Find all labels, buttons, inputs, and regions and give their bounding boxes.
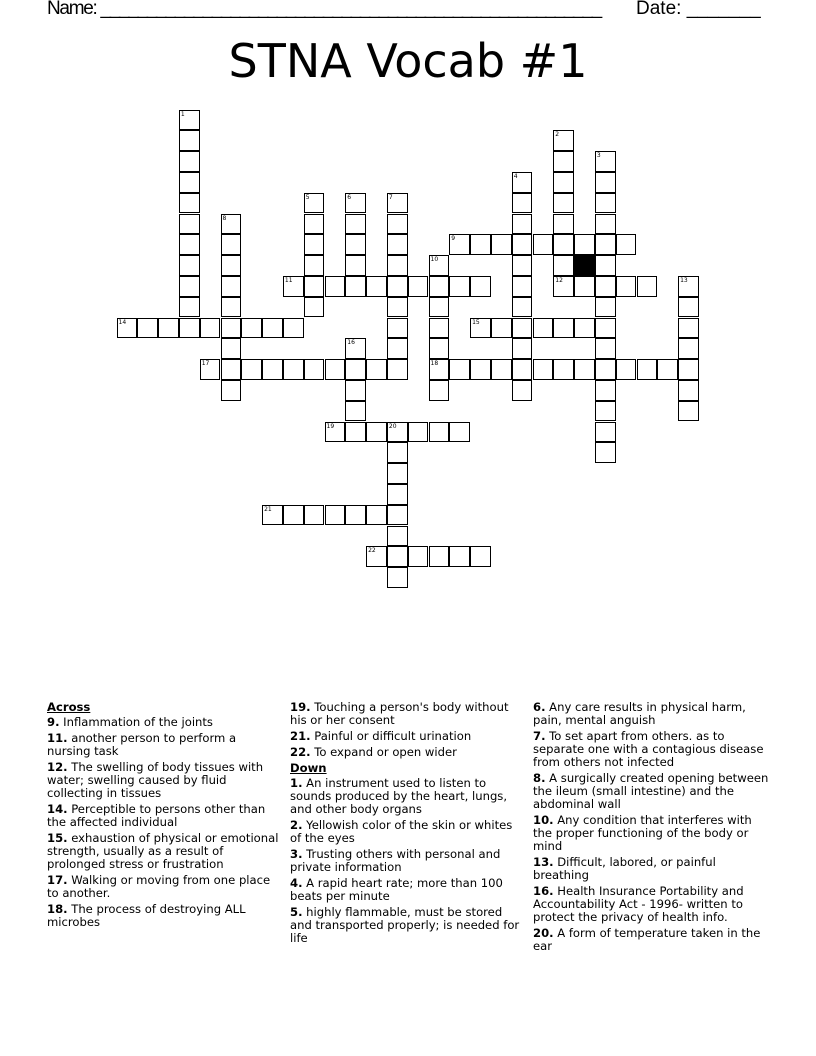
grid-cell[interactable] (387, 567, 408, 588)
grid-cell[interactable] (678, 359, 699, 380)
grid-cell[interactable] (512, 338, 533, 359)
grid-cell[interactable] (304, 214, 325, 235)
clue-text: Perceptible to persons other than the affected individual (47, 802, 266, 829)
grid-cell[interactable] (387, 276, 408, 297)
clue-text: highly flammable, must be stored and transported properly; is needed for life (290, 905, 520, 945)
grid-cell[interactable] (387, 463, 408, 484)
clue-number: 14 (118, 318, 127, 326)
grid-cell[interactable] (325, 276, 346, 297)
clue-number: 13. (533, 855, 554, 869)
grid-cell[interactable] (429, 422, 450, 443)
grid-cell[interactable] (179, 172, 200, 193)
grid-cell[interactable] (387, 442, 408, 463)
clue-number: 15. (47, 831, 68, 845)
down-clue (290, 877, 526, 903)
grid-cell[interactable] (449, 276, 470, 297)
grid-cell[interactable] (283, 359, 304, 380)
clue-number: 17. (47, 873, 68, 887)
clues-column-2 (290, 701, 526, 948)
grid-cell[interactable] (179, 193, 200, 214)
date-field[interactable]: Date: _______ (636, 0, 761, 19)
grid-cell[interactable] (387, 193, 408, 214)
clue-text: Difficult, labored, or painful breathing (533, 855, 716, 882)
grid-cell[interactable] (345, 255, 366, 276)
clue-number: 1 (180, 110, 185, 118)
grid-cell[interactable] (574, 318, 595, 339)
grid-cell[interactable] (553, 234, 574, 255)
grid-cell[interactable] (221, 297, 242, 318)
grid-cell[interactable] (387, 214, 408, 235)
grid-cell[interactable] (221, 380, 242, 401)
clue-number: 21 (264, 505, 272, 513)
grid-cell[interactable] (553, 130, 574, 151)
clue-text: The swelling of body tissues with water; swelling caused by fluid collecting in tissues (47, 760, 264, 800)
grid-cell[interactable] (387, 484, 408, 505)
grid-cell[interactable] (179, 255, 200, 276)
clue-text: Inflammation of the joints (63, 715, 213, 729)
clue-text: A form of temperature taken in the ear (533, 926, 761, 953)
grid-cell[interactable] (678, 297, 699, 318)
grid-cell[interactable] (574, 359, 595, 380)
grid-cell[interactable] (512, 359, 533, 380)
grid-cell[interactable] (595, 234, 616, 255)
clue-text: Health Insurance Portability and Accountability Act - 1996- written to protect the privacy of health info. (533, 884, 744, 924)
grid-cell[interactable] (304, 234, 325, 255)
grid-cell[interactable] (595, 151, 616, 172)
clue-number: 2 (555, 131, 560, 139)
grid-cell[interactable] (595, 297, 616, 318)
grid-cell[interactable] (221, 276, 242, 297)
grid-cell[interactable] (345, 193, 366, 214)
grid-cell[interactable] (408, 422, 429, 443)
down-clue (533, 701, 769, 727)
page-title: STNA Vocab #1 (228, 34, 588, 88)
clue-number: 1. (290, 776, 303, 790)
clues-column-3 (533, 701, 769, 956)
grid-cell[interactable] (387, 359, 408, 380)
clue-number: 21. (290, 729, 311, 743)
grid-cell[interactable] (512, 234, 533, 255)
grid-cell[interactable] (449, 234, 470, 255)
grid-cell[interactable] (429, 359, 450, 380)
grid-cell[interactable] (304, 193, 325, 214)
clue-number: 20 (388, 422, 397, 430)
grid-cell[interactable] (262, 318, 283, 339)
grid-cell[interactable] (408, 546, 429, 567)
clue-number: 9. (47, 715, 60, 729)
grid-cell[interactable] (221, 255, 242, 276)
grid-cell[interactable] (366, 505, 387, 526)
grid-cell[interactable] (137, 318, 158, 339)
clue-number: 4. (290, 876, 303, 890)
grid-cell[interactable] (533, 234, 554, 255)
clue-number: 7. (533, 729, 546, 743)
grid-cell[interactable] (429, 297, 450, 318)
grid-cell[interactable] (179, 318, 200, 339)
clue-number: 4 (513, 172, 518, 180)
grid-cell[interactable] (387, 422, 408, 443)
grid-cell[interactable] (595, 442, 616, 463)
clue-text: To expand or open wider (314, 745, 457, 759)
grid-cell[interactable] (470, 318, 491, 339)
grid-cell[interactable] (345, 214, 366, 235)
grid-cell[interactable] (595, 380, 616, 401)
grid-cell[interactable] (429, 318, 450, 339)
grid-cell[interactable] (449, 546, 470, 567)
grid-cell[interactable] (616, 359, 637, 380)
clue-number: 16. (533, 884, 554, 898)
clue-number: 5 (305, 193, 310, 201)
clue-number: 6. (533, 700, 546, 714)
grid-cell[interactable] (595, 193, 616, 214)
grid-cell[interactable] (179, 110, 200, 131)
grid-cell[interactable] (387, 234, 408, 255)
down-clue (533, 927, 769, 953)
grid-cell[interactable] (595, 318, 616, 339)
clue-number: 18 (430, 360, 439, 368)
grid-cell[interactable] (553, 193, 574, 214)
clue-text: A surgically created opening between the ileum (small intestine) and the abdominal wall (533, 771, 769, 811)
grid-cell[interactable] (449, 422, 470, 443)
across-clue (47, 761, 283, 800)
grid-cell[interactable] (366, 422, 387, 443)
clue-number: 6 (347, 193, 352, 201)
grid-cell[interactable] (325, 422, 346, 443)
grid-cell[interactable] (470, 359, 491, 380)
clue-text: exhaustion of physical or emotional strength, usually as a result of prolonged stress or frustration (47, 831, 279, 871)
grid-cell[interactable] (574, 276, 595, 297)
clue-number: 20. (533, 926, 554, 940)
clue-number: 11. (47, 731, 68, 745)
grid-cell[interactable] (512, 255, 533, 276)
clue-text: A rapid heart rate; more than 100 beats per minute (290, 876, 503, 903)
across-clue (47, 732, 283, 758)
grid-cell[interactable] (512, 214, 533, 235)
grid-cell[interactable] (637, 359, 658, 380)
down-clue (533, 856, 769, 882)
grid-cell[interactable] (512, 172, 533, 193)
grid-cell[interactable] (179, 297, 200, 318)
clue-text: Touching a person's body without his or her consent (290, 700, 509, 727)
grid-cell[interactable] (221, 234, 242, 255)
grid-cell[interactable] (595, 401, 616, 422)
clue-number: 13 (680, 276, 688, 284)
grid-cell[interactable] (553, 172, 574, 193)
clue-text: Any care results in physical harm, pain, mental anguish (533, 700, 746, 727)
grid-cell[interactable] (616, 276, 637, 297)
clue-text: Any condition that interferes with the proper functioning of the body or mind (533, 813, 752, 853)
grid-cell[interactable] (512, 380, 533, 401)
grid-cell[interactable] (429, 276, 450, 297)
grid-cell[interactable] (221, 214, 242, 235)
grid-cell[interactable] (387, 546, 408, 567)
clue-text: another person to perform a nursing task (47, 731, 237, 758)
grid-cell[interactable] (512, 276, 533, 297)
grid-cell[interactable] (595, 255, 616, 276)
grid-cell[interactable] (345, 338, 366, 359)
grid-cell[interactable] (117, 318, 138, 339)
grid-cell[interactable] (429, 255, 450, 276)
grid-cell[interactable] (429, 380, 450, 401)
name-field[interactable]: Name: ______________________________________________________ (47, 0, 601, 19)
grid-cell[interactable] (345, 234, 366, 255)
down-heading: Down (290, 761, 327, 775)
grid-cell[interactable] (179, 214, 200, 235)
clue-number: 14. (47, 802, 68, 816)
grid-cell[interactable] (595, 359, 616, 380)
grid-cell[interactable] (325, 505, 346, 526)
grid-cell[interactable] (408, 276, 429, 297)
clue-number: 2. (290, 818, 303, 832)
clue-number: 7 (388, 193, 393, 201)
grid-cell[interactable] (304, 359, 325, 380)
grid-cell[interactable] (429, 546, 450, 567)
clue-number: 3. (290, 847, 303, 861)
grid-cell[interactable] (574, 234, 595, 255)
clue-number: 18. (47, 902, 68, 916)
across-heading: Across (47, 700, 91, 714)
grid-cell[interactable] (553, 318, 574, 339)
grid-cell[interactable] (283, 505, 304, 526)
across-clue (47, 903, 283, 929)
grid-cell[interactable] (491, 359, 512, 380)
grid-cell[interactable] (616, 234, 637, 255)
down-clue (290, 906, 526, 945)
grid-cell[interactable] (553, 276, 574, 297)
grid-cell[interactable] (595, 338, 616, 359)
grid-cell[interactable] (512, 297, 533, 318)
grid-cell[interactable] (241, 359, 262, 380)
grid-cell[interactable] (533, 359, 554, 380)
grid-cell[interactable] (221, 318, 242, 339)
grid-cell[interactable] (491, 318, 512, 339)
grid-cell[interactable] (429, 338, 450, 359)
grid-cell[interactable] (595, 214, 616, 235)
grid-cell[interactable] (512, 193, 533, 214)
grid-cell[interactable] (678, 380, 699, 401)
clue-text: Painful or difficult urination (314, 729, 472, 743)
grid-cell[interactable] (345, 380, 366, 401)
down-clue (533, 772, 769, 811)
grid-cell[interactable] (345, 359, 366, 380)
grid-cell[interactable] (304, 276, 325, 297)
grid-cell[interactable] (387, 526, 408, 547)
grid-cell[interactable] (491, 234, 512, 255)
grid-cell[interactable] (304, 297, 325, 318)
down-clue (290, 848, 526, 874)
across-clue (290, 701, 526, 727)
down-clues-part-2 (533, 701, 769, 953)
grid-cell[interactable] (512, 318, 533, 339)
clue-number: 5. (290, 905, 303, 919)
grid-cell[interactable] (387, 338, 408, 359)
grid-cell[interactable] (345, 422, 366, 443)
grid-cell[interactable] (221, 338, 242, 359)
grid-cell[interactable] (387, 318, 408, 339)
clue-number: 12. (47, 760, 68, 774)
grid-cell[interactable] (262, 505, 283, 526)
across-clues-part-1 (47, 716, 283, 929)
across-clue (47, 716, 283, 729)
across-clue (290, 730, 526, 743)
grid-cell[interactable] (262, 359, 283, 380)
grid-cell[interactable] (366, 359, 387, 380)
grid-cell[interactable] (345, 401, 366, 422)
clue-number: 16 (347, 339, 355, 347)
grid-cell[interactable] (179, 130, 200, 151)
clue-number: 3 (596, 152, 601, 160)
grid-cell[interactable] (304, 505, 325, 526)
grid-cell[interactable] (533, 318, 554, 339)
grid-cell[interactable] (595, 276, 616, 297)
across-clue (290, 746, 526, 759)
clue-text: The process of destroying ALL microbes (47, 902, 246, 929)
grid-cell[interactable] (470, 546, 491, 567)
across-clue (47, 832, 283, 871)
grid-cell[interactable] (345, 276, 366, 297)
across-clue (47, 803, 283, 829)
clue-number: 17 (201, 360, 210, 368)
grid-cell[interactable] (678, 401, 699, 422)
clue-number: 10 (430, 256, 439, 264)
grid-cell[interactable] (387, 255, 408, 276)
grid-cell[interactable] (470, 276, 491, 297)
black-cell (574, 255, 595, 276)
clue-number: 8. (533, 771, 546, 785)
clue-number: 12 (555, 276, 563, 284)
grid-cell[interactable] (678, 338, 699, 359)
down-clue (533, 730, 769, 769)
grid-cell[interactable] (366, 546, 387, 567)
clue-text: An instrument used to listen to sounds produced by the heart, lungs, and other body organs (290, 776, 508, 816)
clue-number: 22. (290, 745, 311, 759)
down-clue (290, 777, 526, 816)
grid-cell[interactable] (387, 505, 408, 526)
grid-cell[interactable] (325, 359, 346, 380)
grid-cell[interactable] (345, 505, 366, 526)
down-clue (290, 819, 526, 845)
grid-cell[interactable] (553, 255, 574, 276)
grid-cell[interactable] (470, 234, 491, 255)
clues-column-1 (47, 701, 283, 932)
grid-cell[interactable] (595, 422, 616, 443)
grid-cell[interactable] (366, 276, 387, 297)
grid-cell[interactable] (595, 172, 616, 193)
grid-cell[interactable] (553, 359, 574, 380)
across-clue (47, 874, 283, 900)
grid-cell[interactable] (221, 359, 242, 380)
grid-cell[interactable] (283, 318, 304, 339)
grid-cell[interactable] (637, 276, 658, 297)
down-clue (533, 814, 769, 853)
clue-number: 10. (533, 813, 554, 827)
clue-number: 22 (368, 547, 376, 555)
clue-text: Yellowish color of the skin or whites of the eyes (290, 818, 513, 845)
grid-cell[interactable] (283, 276, 304, 297)
grid-cell[interactable] (179, 276, 200, 297)
clue-number: 9 (451, 235, 456, 243)
clue-number: 19 (326, 422, 335, 430)
clue-number: 19. (290, 700, 311, 714)
clue-number: 15 (472, 318, 480, 326)
grid-cell[interactable] (553, 214, 574, 235)
grid-cell[interactable] (158, 318, 179, 339)
clue-text: To set apart from others. as to separate one with a contagious disease from others not infected (533, 729, 764, 769)
grid-cell[interactable] (657, 359, 678, 380)
clue-text: Walking or moving from one place to another. (47, 873, 271, 900)
clue-number: 11 (284, 276, 293, 284)
grid-cell[interactable] (553, 151, 574, 172)
grid-cell[interactable] (678, 318, 699, 339)
clue-text: Trusting others with personal and private information (290, 847, 501, 874)
grid-cell[interactable] (387, 297, 408, 318)
grid-cell[interactable] (200, 359, 221, 380)
clue-number: 8 (222, 214, 227, 222)
grid-cell[interactable] (179, 234, 200, 255)
grid-cell[interactable] (678, 276, 699, 297)
grid-cell[interactable] (241, 318, 262, 339)
across-clues-part-2 (290, 701, 526, 759)
grid-cell[interactable] (449, 359, 470, 380)
down-clues-part-1 (290, 777, 526, 945)
grid-cell[interactable] (179, 151, 200, 172)
grid-cell[interactable] (304, 255, 325, 276)
down-clue (533, 885, 769, 924)
grid-cell[interactable] (200, 318, 221, 339)
